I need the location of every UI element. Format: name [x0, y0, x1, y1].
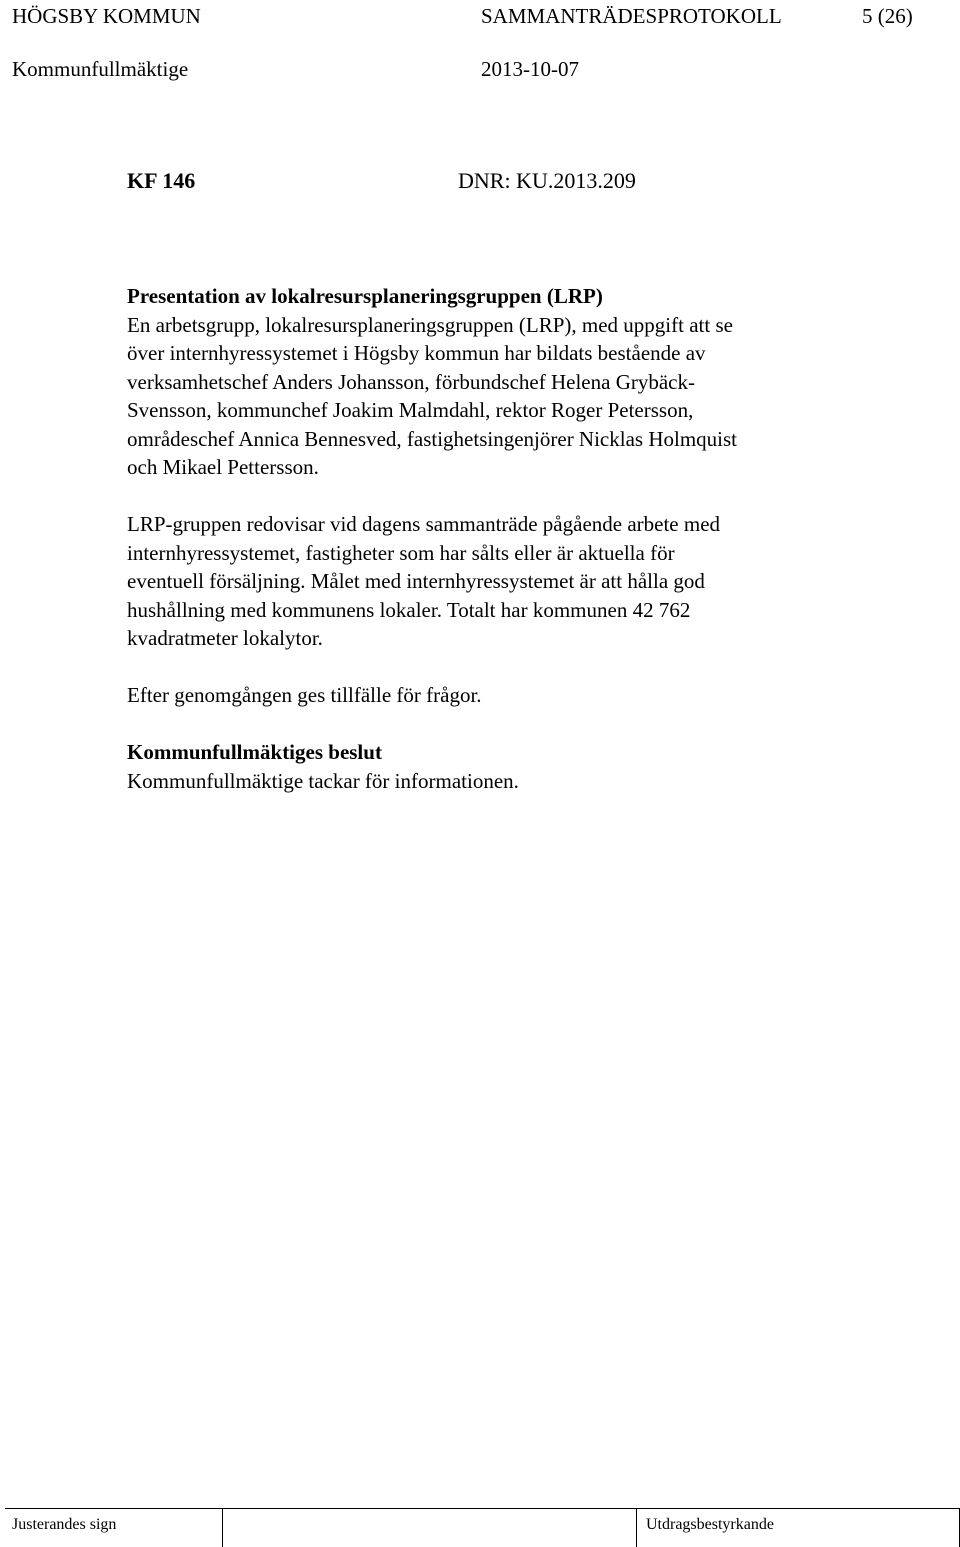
paragraph-line: hushållning med kommunens lokaler. Totalt har kommunen 42 762: [127, 597, 691, 622]
header-document-type: SAMMANTRÄDESPROTOKOLL: [481, 4, 782, 28]
paragraph-gap: [127, 653, 847, 682]
paragraph-gap: [127, 482, 847, 511]
item-number: KF 146: [127, 168, 196, 193]
decision-text: Kommunfullmäktige tackar för informationen.: [127, 768, 519, 793]
footer-utdragsbestyrkande: Utdragsbestyrkande: [646, 1516, 774, 1533]
paragraph-line: över internhyressystemet i Högsby kommun har bildats bestående av: [127, 341, 706, 365]
header-body: Kommunfullmäktige: [12, 57, 189, 81]
decision-heading: Kommunfullmäktiges beslut: [127, 740, 382, 764]
paragraph-line: LRP-gruppen redovisar vid dagens sammanträde pågående arbete med: [127, 512, 721, 536]
paragraph-line: En arbetsgrupp, lokalresursplaneringsgruppen (LRP), med uppgift att se: [127, 312, 733, 337]
item-dnr: DNR: KU.2013.209: [458, 168, 636, 193]
paragraph-line: Svensson, kommunchef Joakim Malmdahl, rektor Roger Petersson,: [127, 398, 694, 422]
paragraph-line: eventuell försäljning. Målet med internhyressystemet är att hålla god: [127, 569, 705, 593]
footer-justerandes-sign: Justerandes sign: [12, 1516, 117, 1533]
paragraph-line: verksamhetschef Anders Johansson, förbundschef Helena Grybäck-: [127, 369, 695, 394]
header-page-number: 5 (26): [862, 4, 913, 28]
header-date: 2013-10-07: [481, 57, 579, 81]
paragraph-line: områdeschef Annica Bennesved, fastighetsingenjörer Nicklas Holmquist: [127, 426, 738, 451]
footer-rule: [5, 1508, 960, 1509]
footer-divider: [636, 1508, 637, 1547]
paragraph-line: internhyressystemet, fastigheter som har sålts eller är aktuella för: [127, 540, 675, 565]
paragraph-line: kvadratmeter lokalytor.: [127, 626, 323, 650]
main-content: [127, 282, 847, 795]
paragraph-line: och Mikael Pettersson.: [127, 455, 319, 479]
paragraph-gap: [127, 710, 847, 739]
footer-divider: [222, 1508, 223, 1547]
paragraph-line: Efter genomgången ges tillfälle för frågor.: [127, 683, 482, 707]
header-organization: HÖGSBY KOMMUN: [12, 4, 201, 28]
section-heading: Presentation av lokalresursplaneringsgruppen (LRP): [127, 284, 603, 308]
